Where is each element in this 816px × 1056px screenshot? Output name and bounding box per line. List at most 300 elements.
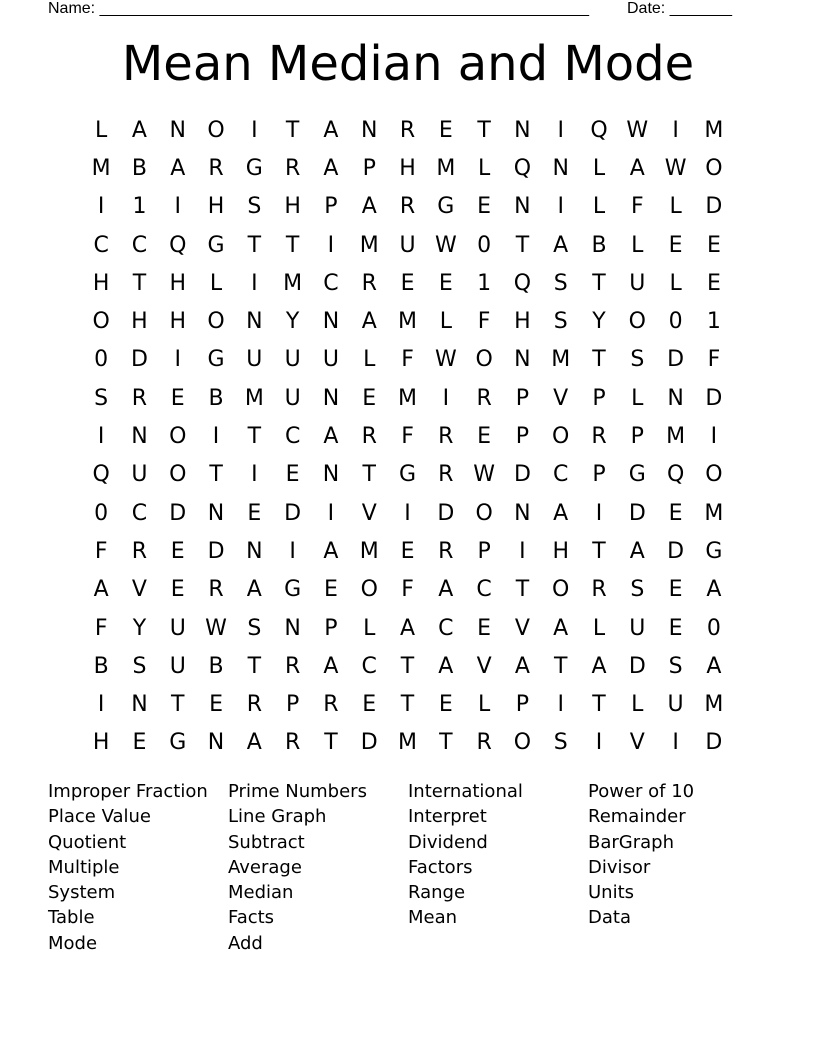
grid-cell: 0 (94, 347, 109, 373)
grid-cell: L (363, 615, 376, 641)
grid-cell: E (477, 194, 492, 220)
grid-cell: M (91, 155, 111, 181)
grid-cell: F (401, 347, 414, 373)
grid-cell: A (553, 615, 569, 641)
grid-cell: T (553, 653, 568, 679)
grid-cell: P (324, 194, 338, 220)
grid-cell: U (169, 615, 186, 641)
grid-cell: E (668, 500, 683, 526)
grid-cell: E (438, 270, 453, 296)
grid-cell: R (131, 538, 148, 564)
grid-cell: C (438, 615, 454, 641)
grid-cell: V (361, 500, 377, 526)
grid-cell: D (667, 347, 685, 373)
grid-cell: U (629, 615, 646, 641)
grid-cell: F (94, 615, 108, 641)
grid-cell: N (514, 117, 531, 143)
page-title: Mean Median and Mode (121, 36, 695, 92)
grid-cell: U (667, 692, 684, 718)
grid-cell: Q (513, 155, 532, 181)
grid-cell: C (93, 232, 109, 258)
grid-cell: U (131, 462, 148, 488)
grid-cell: L (477, 692, 491, 718)
grid-cell: V (514, 615, 530, 641)
grid-cell: M (551, 347, 571, 373)
grid-cell: L (592, 194, 606, 220)
word-bank-item: Prime Numbers (228, 781, 367, 802)
grid-cell: F (477, 309, 491, 335)
word-bank-item: International (408, 781, 523, 802)
grid-cell: W (434, 347, 457, 373)
grid-cell: Q (169, 232, 187, 258)
grid-cell: U (284, 347, 301, 373)
grid-cell: O (360, 577, 378, 603)
grid-cell: C (361, 653, 377, 679)
grid-cell: N (207, 500, 225, 526)
grid-cell: A (514, 653, 530, 679)
grid-cell: V (553, 385, 569, 411)
grid-cell: M (398, 309, 418, 335)
grid-cell: R (361, 270, 377, 296)
grid-cell: I (557, 117, 564, 143)
grid-cell: R (246, 692, 262, 718)
grid-cell: T (515, 577, 530, 603)
grid-cell: A (323, 538, 339, 564)
grid-cell: B (131, 155, 147, 181)
grid-cell: P (515, 424, 530, 450)
grid-cell: A (438, 577, 454, 603)
grid-cell: T (285, 232, 300, 258)
grid-cell: P (477, 538, 491, 564)
grid-cell: S (553, 309, 568, 335)
grid-cell: D (705, 730, 723, 756)
grid-cell: M (666, 424, 686, 450)
grid-cell: T (592, 692, 606, 718)
grid-cell: T (247, 232, 262, 258)
grid-cell: V (131, 577, 147, 603)
word-bank-item: Add (228, 932, 263, 954)
grid-cell: I (557, 692, 564, 718)
grid-cell: S (630, 347, 645, 373)
grid-cell: 0 (706, 615, 721, 641)
grid-cell: P (630, 424, 644, 450)
letter-grid (82, 111, 733, 762)
word-bank-item: System (48, 882, 116, 904)
word-bank (48, 779, 768, 956)
grid-cell: N (207, 730, 225, 756)
grid-cell: T (285, 117, 300, 143)
grid-cell: G (169, 730, 187, 756)
grid-cell: O (207, 117, 225, 143)
grid-cell: E (668, 232, 683, 258)
grid-cell: C (131, 500, 148, 526)
grid-cell: O (169, 462, 187, 488)
grid-cell: E (668, 615, 683, 641)
grid-cell: I (672, 730, 679, 756)
grid-cell: S (247, 194, 262, 220)
grid-cell: W (205, 615, 227, 641)
grid-cell: D (360, 730, 378, 756)
grid-cell: N (514, 194, 531, 220)
grid-cell: E (706, 270, 721, 296)
grid-cell: H (552, 538, 569, 564)
grid-cell: R (208, 577, 224, 603)
grid-cell: P (592, 385, 606, 411)
grid-cell: W (434, 232, 457, 258)
grid-cell: N (552, 155, 569, 181)
grid-cell: N (246, 309, 263, 335)
grid-cell: I (174, 347, 181, 373)
grid-cell: T (132, 270, 147, 296)
grid-cell: R (323, 692, 339, 718)
grid-cell: H (92, 270, 110, 296)
grid-cell: F (707, 347, 721, 373)
grid-cell: I (251, 117, 258, 143)
grid-cell: I (404, 500, 411, 526)
grid-cell: U (169, 653, 186, 679)
grid-cell: R (361, 424, 377, 450)
grid-cell: M (359, 232, 379, 258)
grid-cell: I (672, 117, 679, 143)
grid-cell: N (131, 424, 148, 450)
grid-cell: Q (513, 270, 532, 296)
grid-cell: M (283, 270, 303, 296)
grid-cell: D (437, 500, 455, 526)
grid-cell: G (284, 577, 302, 603)
grid-cell: I (97, 692, 105, 718)
grid-cell: A (246, 577, 262, 603)
grid-cell: E (170, 385, 185, 411)
grid-cell: F (401, 424, 414, 450)
grid-cell: I (97, 424, 105, 450)
grid-cell: I (251, 462, 258, 488)
grid-cell: A (553, 500, 569, 526)
word-bank-item: Multiple (48, 856, 120, 878)
grid-cell: P (515, 385, 530, 411)
grid-cell: F (630, 194, 644, 220)
grid-cell: L (477, 155, 491, 181)
grid-cell: T (209, 462, 223, 488)
grid-cell: M (436, 155, 456, 181)
grid-cell: S (247, 615, 262, 641)
grid-cell: E (400, 270, 415, 296)
grid-cell: M (704, 117, 724, 143)
grid-cell: M (359, 538, 379, 564)
grid-cell: G (245, 155, 263, 181)
grid-cell: A (323, 155, 339, 181)
word-bank-item: Data (588, 907, 631, 929)
grid-cell: Q (92, 462, 110, 488)
grid-cell: H (284, 194, 301, 220)
grid-cell: H (131, 309, 148, 335)
grid-cell: A (93, 577, 109, 603)
grid-cell: N (131, 692, 148, 718)
grid-cell: E (170, 577, 185, 603)
grid-cell: E (323, 577, 338, 603)
grid-cell: R (476, 730, 492, 756)
grid-cell: U (322, 347, 339, 373)
grid-cell: 1 (477, 270, 492, 296)
grid-cell: A (323, 653, 339, 679)
word-bank-item: Improper Fraction (48, 781, 208, 802)
word-bank-item: Factors (408, 856, 473, 878)
grid-cell: L (669, 270, 682, 296)
grid-cell: I (174, 194, 181, 220)
grid-cell: E (285, 462, 300, 488)
grid-cell: V (629, 730, 645, 756)
grid-cell: P (324, 615, 338, 641)
grid-cell: T (592, 270, 606, 296)
grid-cell: M (704, 692, 724, 718)
grid-cell: O (705, 155, 723, 181)
grid-cell: S (630, 577, 645, 603)
grid-cell: O (513, 730, 532, 756)
grid-cell: N (284, 615, 301, 641)
word-bank-item: Divisor (588, 856, 651, 878)
grid-cell: 0 (477, 232, 492, 258)
word-bank-item: Average (228, 856, 302, 878)
grid-cell: O (475, 500, 493, 526)
grid-cell: H (169, 309, 187, 335)
grid-cell: N (667, 385, 684, 411)
grid-cell: R (438, 462, 454, 488)
grid-cell: W (473, 462, 495, 488)
grid-cell: I (595, 500, 603, 526)
grid-cell: W (664, 155, 687, 181)
grid-cell: I (442, 385, 450, 411)
grid-cell: D (705, 194, 723, 220)
grid-cell: A (399, 615, 416, 641)
word-bank-item: Remainder (588, 806, 686, 828)
grid-cell: W (626, 117, 649, 143)
word-bank-item: Units (588, 882, 635, 904)
grid-cell: 1 (132, 194, 147, 220)
grid-cell: A (438, 653, 454, 679)
grid-cell: C (284, 424, 301, 450)
grid-cell: D (705, 385, 723, 411)
grid-cell: A (706, 577, 722, 603)
grid-cell: L (592, 155, 606, 181)
grid-cell: M (398, 730, 418, 756)
grid-cell: M (704, 500, 724, 526)
grid-cell: P (362, 155, 376, 181)
grid-cell: 1 (706, 309, 721, 335)
word-bank-item: Place Value (48, 806, 152, 828)
grid-cell: H (207, 194, 225, 220)
grid-cell: E (477, 615, 492, 641)
grid-cell: R (208, 155, 224, 181)
grid-cell: U (246, 347, 263, 373)
grid-cell: R (591, 424, 607, 450)
grid-cell: I (327, 500, 335, 526)
date-field-label: Date: _______ (627, 0, 732, 17)
grid-cell: L (592, 615, 606, 641)
grid-cell: I (212, 424, 220, 450)
grid-cell: E (209, 692, 223, 718)
grid-cell: V (476, 653, 492, 679)
grid-cell: T (439, 730, 453, 756)
grid-cell: H (514, 309, 531, 335)
grid-cell: E (668, 577, 683, 603)
grid-cell: A (170, 155, 186, 181)
grid-cell: A (361, 309, 377, 335)
grid-cell: Y (592, 309, 606, 335)
grid-cell: I (710, 424, 718, 450)
grid-cell: B (208, 385, 224, 411)
grid-cell: Y (132, 615, 147, 641)
grid-cell: A (553, 232, 569, 258)
grid-cell: Y (285, 309, 300, 335)
grid-cell: R (131, 385, 148, 411)
grid-cell: F (94, 538, 108, 564)
grid-cell: I (595, 730, 603, 756)
grid-cell: A (323, 117, 339, 143)
grid-cell: R (284, 155, 301, 181)
grid-cell: E (132, 730, 147, 756)
grid-cell: R (438, 424, 454, 450)
grid-cell: H (169, 270, 187, 296)
word-bank-item: Subtract (228, 831, 305, 853)
grid-cell: G (207, 347, 225, 373)
grid-cell: B (93, 653, 109, 679)
grid-cell: R (476, 385, 492, 411)
grid-cell: H (92, 730, 110, 756)
grid-cell: T (400, 692, 415, 718)
grid-cell: T (515, 232, 530, 258)
grid-cell: Q (590, 117, 608, 143)
name-field-label: Name: _______________________________________________________ (48, 0, 589, 17)
word-bank-item: Mean (408, 907, 458, 929)
grid-cell: N (322, 385, 340, 411)
grid-cell: A (629, 155, 645, 181)
grid-cell: E (362, 385, 377, 411)
grid-cell: D (207, 538, 225, 564)
grid-cell: L (631, 385, 644, 411)
grid-cell: T (592, 538, 606, 564)
grid-cell: T (592, 347, 606, 373)
grid-cell: B (208, 653, 224, 679)
grid-cell: B (591, 232, 607, 258)
grid-cell: C (553, 462, 569, 488)
grid-cell: H (399, 155, 416, 181)
grid-cell: N (322, 309, 340, 335)
grid-cell: L (669, 194, 682, 220)
grid-cell: N (514, 500, 531, 526)
word-bank-item: Mode (48, 932, 98, 954)
grid-cell: I (97, 194, 105, 220)
grid-cell: I (557, 194, 564, 220)
grid-cell: P (515, 692, 530, 718)
grid-cell: U (629, 270, 646, 296)
grid-cell: L (209, 270, 223, 296)
grid-cell: G (628, 462, 646, 488)
grid-cell: O (628, 309, 646, 335)
word-bank-item: BarGraph (588, 831, 674, 853)
word-bank-item: Power of 10 (588, 781, 695, 802)
grid-cell: R (284, 653, 301, 679)
word-bank-item: Facts (228, 907, 275, 929)
grid-cell: G (705, 538, 723, 564)
grid-cell: G (398, 462, 417, 488)
word-bank-item: Dividend (408, 831, 488, 853)
grid-cell: U (284, 385, 301, 411)
word-bank-item: Range (408, 882, 466, 904)
grid-cell: N (322, 462, 340, 488)
grid-cell: P (285, 692, 300, 718)
grid-cell: D (513, 462, 531, 488)
grid-cell: A (323, 424, 339, 450)
grid-cell: S (668, 653, 683, 679)
grid-cell: E (170, 538, 185, 564)
grid-cell: 0 (94, 500, 109, 526)
grid-cell: R (591, 577, 607, 603)
grid-cell: S (553, 270, 568, 296)
grid-cell: D (628, 500, 646, 526)
grid-cell: R (399, 194, 416, 220)
grid-cell: E (438, 117, 453, 143)
grid-cell: O (169, 424, 187, 450)
grid-cell: D (130, 347, 148, 373)
grid-cell: G (207, 232, 225, 258)
grid-cell: I (289, 538, 296, 564)
grid-cell: O (552, 577, 570, 603)
grid-cell: M (398, 385, 418, 411)
grid-cell: D (628, 653, 646, 679)
grid-cell: M (244, 385, 264, 411)
grid-cell: G (437, 194, 455, 220)
grid-cell: T (400, 653, 415, 679)
grid-cell: R (399, 117, 416, 143)
grid-cell: S (553, 730, 568, 756)
grid-cell: T (247, 653, 262, 679)
grid-cell: E (362, 692, 377, 718)
grid-cell: I (327, 232, 335, 258)
grid-cell: D (284, 500, 302, 526)
grid-cell: I (251, 270, 258, 296)
grid-cell: S (94, 385, 109, 411)
grid-cell: O (92, 309, 110, 335)
grid-cell: E (247, 500, 262, 526)
grid-cell: A (246, 730, 262, 756)
grid-cell: T (477, 117, 491, 143)
grid-cell: A (131, 117, 147, 143)
grid-cell: C (323, 270, 339, 296)
grid-cell: C (131, 232, 148, 258)
grid-cell: N (246, 538, 263, 564)
grid-cell: T (324, 730, 338, 756)
word-bank-item: Line Graph (228, 806, 327, 828)
grid-cell: D (169, 500, 187, 526)
grid-cell: A (361, 194, 377, 220)
grid-cell: A (629, 538, 645, 564)
grid-cell: R (284, 730, 301, 756)
word-bank-item: Median (228, 882, 294, 904)
grid-cell: N (514, 347, 531, 373)
word-bank-item: Table (48, 907, 95, 929)
grid-cell: L (631, 692, 644, 718)
grid-cell: P (592, 462, 606, 488)
word-bank-item: Quotient (48, 831, 127, 853)
grid-cell: O (475, 347, 493, 373)
grid-cell: O (552, 424, 570, 450)
grid-cell: S (132, 653, 147, 679)
grid-cell: O (705, 462, 723, 488)
grid-cell: T (362, 462, 376, 488)
grid-cell: E (706, 232, 721, 258)
grid-cell: R (438, 538, 454, 564)
grid-cell: A (591, 653, 607, 679)
grid-cell: L (631, 232, 644, 258)
